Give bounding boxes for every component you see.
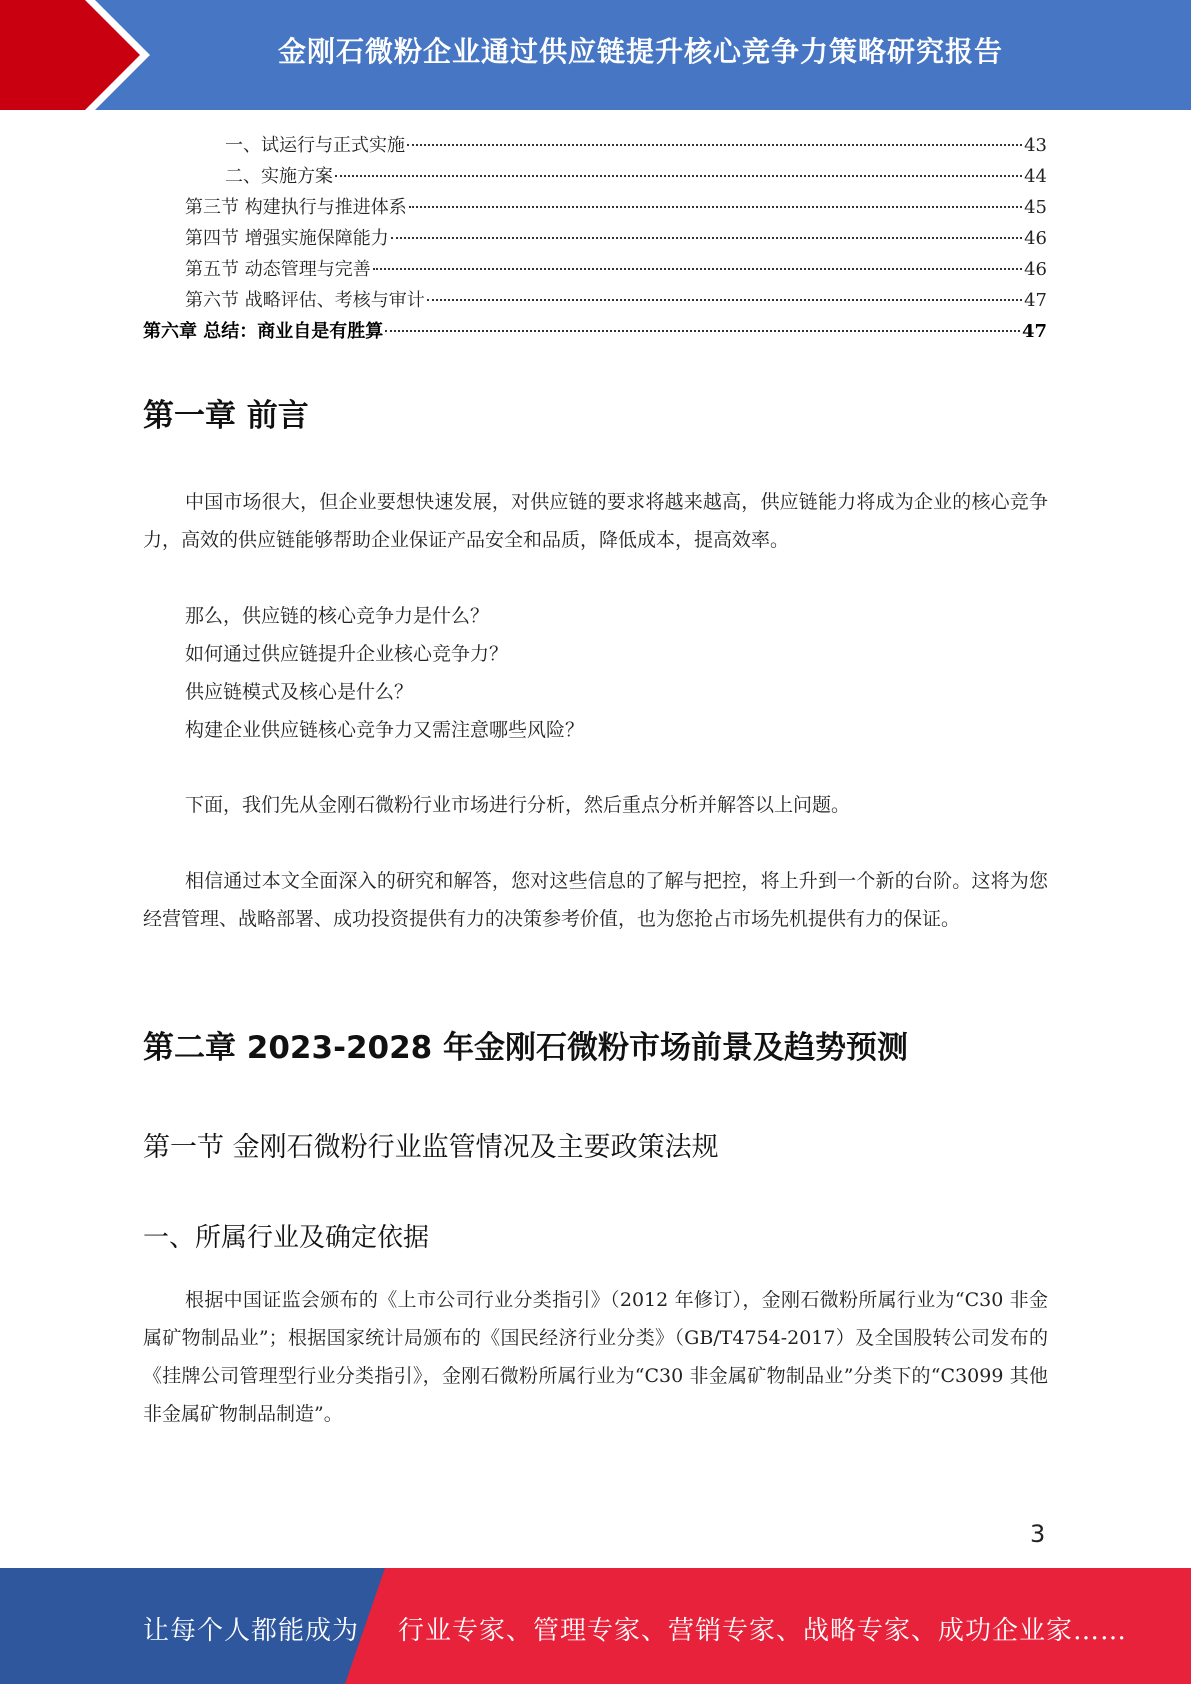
toc-entry-page: 43 — [1024, 135, 1047, 156]
toc-entry[interactable] — [143, 286, 1047, 317]
footer-slogan-right: 行业专家、管理专家、营销专家、战略专家、成功企业家…… — [398, 1616, 1128, 1646]
question-item: 构建企业供应链核心竞争力又需注意哪些风险？ — [185, 719, 585, 741]
body-paragraph: 相信通过本文全面深入的研究和解答，您对这些信息的了解与把控，将上升到一个新的台阶。这将为您经营管理、战略部署、成功投资提供有力的决策参考价值，也为您抢占市场先机提供有力的保证。 — [143, 870, 1048, 930]
chapter-heading: 第一章 前言 — [143, 398, 309, 434]
toc-dot-leader — [427, 299, 1022, 301]
toc-dot-leader — [407, 144, 1022, 146]
page-number: 3 — [1030, 1520, 1046, 1548]
toc-entry-label: 一、试运行与正式实施 — [225, 135, 405, 156]
toc-entry[interactable] — [143, 224, 1047, 255]
table-of-contents — [143, 131, 1047, 348]
toc-entry[interactable] — [143, 193, 1047, 224]
question-item: 如何通过供应链提升企业核心竞争力？ — [185, 643, 509, 665]
toc-entry[interactable] — [143, 317, 1047, 348]
toc-entry[interactable] — [143, 255, 1047, 286]
toc-dot-leader — [409, 206, 1022, 208]
toc-entry-label: 第四节 增强实施保障能力 — [185, 228, 389, 249]
body-paragraph: 中国市场很大，但企业要想快速发展，对供应链的要求将越来越高，供应链能力将成为企业的核心竞争力，高效的供应链能够帮助企业保证产品安全和品质，降低成本，提高效率。 — [143, 491, 1048, 551]
toc-entry-label: 第六章 总结：商业自是有胜算 — [143, 321, 384, 342]
toc-entry-page: 45 — [1024, 197, 1047, 218]
toc-entry[interactable] — [143, 162, 1047, 193]
toc-dot-leader — [335, 175, 1022, 177]
question-item: 供应链模式及核心是什么？ — [185, 681, 414, 703]
question-item: 那么，供应链的核心竞争力是什么？ — [185, 605, 490, 627]
page-header — [0, 0, 1191, 110]
toc-entry-label: 二、实施方案 — [225, 166, 333, 187]
body-paragraph: 下面，我们先从金刚石微粉行业市场进行分析，然后重点分析并解答以上问题。 — [185, 794, 851, 816]
toc-entry-label: 第五节 动态管理与完善 — [185, 259, 371, 280]
toc-entry-page: 46 — [1024, 259, 1047, 280]
toc-entry-page: 44 — [1024, 166, 1047, 187]
toc-entry-label: 第三节 构建执行与推进体系 — [185, 197, 407, 218]
toc-dot-leader — [373, 268, 1022, 270]
toc-entry-page: 47 — [1024, 290, 1047, 311]
section-heading: 第一节 金刚石微粉行业监管情况及主要政策法规 — [143, 1132, 719, 1163]
footer-slogan-left: 让每个人都能成为 — [143, 1616, 360, 1646]
toc-entry-label: 第六节 战略评估、考核与审计 — [185, 290, 425, 311]
toc-entry[interactable] — [143, 131, 1047, 162]
page-footer — [0, 1568, 1191, 1684]
report-title: 金刚石微粉企业通过供应链提升核心竞争力策略研究报告 — [277, 35, 1003, 68]
toc-entry-page: 46 — [1024, 228, 1047, 249]
chapter-heading: 第二章 2023-2028 年金刚石微粉市场前景及趋势预测 — [143, 1030, 909, 1066]
body-paragraph: 根据中国证监会颁布的《上市公司行业分类指引》（2012 年修订），金刚石微粉所属行业为“C30 非金属矿物制品业”；根据国家统计局颁布的《国民经济行业分类》（GB/T4754-2017）及全国股转公司发布的《挂牌公司管理型行业分类指引》，金刚石微粉所属行业为“C30 非金属矿物制品业”分类下的“C3099 其他非金属矿物制品制造”。 — [143, 1289, 1048, 1425]
question-list — [185, 597, 584, 749]
toc-dot-leader — [391, 237, 1022, 239]
subsection-heading: 一、所属行业及确定依据 — [143, 1223, 430, 1253]
toc-dot-leader — [385, 330, 1020, 332]
toc-entry-page: 47 — [1021, 321, 1047, 342]
